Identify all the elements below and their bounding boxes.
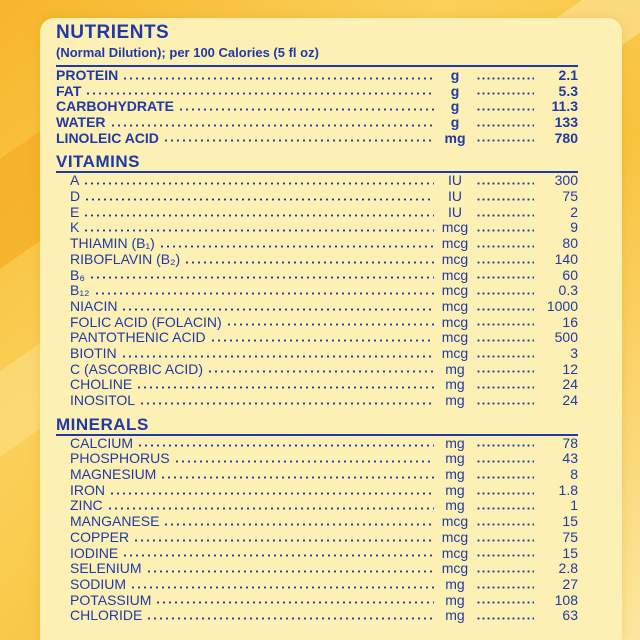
leader-dots bbox=[476, 198, 534, 201]
vitamin-row bbox=[56, 268, 578, 284]
mineral-row bbox=[56, 530, 578, 546]
leader-dots bbox=[210, 339, 434, 342]
nutrient-unit: g bbox=[450, 83, 460, 99]
nutrient-unit: g bbox=[450, 68, 460, 83]
leader-dots bbox=[121, 308, 434, 311]
nutrient-unit: IU bbox=[448, 204, 462, 220]
nutrient-name: B₆ bbox=[70, 267, 85, 283]
vitamin-row bbox=[56, 252, 578, 268]
nutrient-value: 63 bbox=[562, 608, 578, 624]
leader-dots bbox=[136, 386, 434, 389]
nutrient-value: 80 bbox=[562, 236, 578, 252]
nutrient-unit: mcg bbox=[441, 220, 469, 236]
nutrient-value: 75 bbox=[562, 529, 578, 545]
vitamins-list bbox=[56, 173, 578, 408]
nutrient-value: 500 bbox=[554, 330, 578, 346]
nutrient-name: FOLIC ACID (FOLACIN) bbox=[70, 314, 222, 330]
vitamin-row bbox=[56, 362, 578, 378]
nutrient-name: INOSITOL bbox=[70, 393, 136, 409]
leader-dots bbox=[121, 355, 434, 358]
nutrient-name: PHOSPHORUS bbox=[70, 451, 170, 467]
nutrient-name: CHLORIDE bbox=[70, 608, 143, 624]
leader-dots bbox=[476, 339, 534, 342]
leader-dots bbox=[94, 292, 435, 295]
leader-dots bbox=[476, 460, 534, 463]
leader-dots bbox=[476, 554, 534, 557]
nutrient-value: 24 bbox=[562, 377, 578, 393]
nutrient-name: C (ASCORBIC ACID) bbox=[70, 361, 204, 377]
leader-dots bbox=[476, 323, 534, 326]
nutrients-subtitle: (Normal Dilution); per 100 Calories (5 fl oz) bbox=[56, 45, 319, 60]
nutrient-name: COPPER bbox=[70, 529, 130, 545]
nutrient-name: CARBOHYDRATE bbox=[56, 99, 174, 115]
nutrient-unit: mcg bbox=[441, 545, 469, 561]
nutrient-value: 78 bbox=[562, 435, 578, 451]
divider bbox=[56, 65, 578, 67]
nutrient-name: CHOLINE bbox=[70, 377, 133, 393]
nutrient-name: MAGNESIUM bbox=[70, 467, 157, 483]
vitamin-row bbox=[56, 346, 578, 362]
nutrient-name: IODINE bbox=[70, 545, 119, 561]
nutrient-name: FAT bbox=[56, 83, 82, 99]
leader-dots bbox=[476, 292, 534, 295]
nutrient-name: A bbox=[70, 173, 80, 189]
nutrient-unit: mg bbox=[445, 451, 465, 467]
nutrient-name: NIACIN bbox=[70, 298, 118, 314]
leader-dots bbox=[476, 570, 534, 573]
nutrient-value: 140 bbox=[554, 251, 578, 267]
mineral-row bbox=[56, 436, 578, 452]
leader-dots bbox=[133, 539, 434, 542]
nutrient-name: POTASSIUM bbox=[70, 592, 152, 608]
leader-dots bbox=[122, 554, 434, 557]
nutrient-name: THIAMIN (B₁) bbox=[70, 236, 155, 252]
mineral-row bbox=[56, 561, 578, 577]
nutrient-unit: mg bbox=[445, 592, 465, 608]
leader-dots bbox=[476, 586, 534, 589]
leader-dots bbox=[107, 507, 434, 510]
nutrient-unit: mcg bbox=[441, 314, 469, 330]
leader-dots bbox=[476, 444, 534, 447]
mineral-row bbox=[56, 577, 578, 593]
leader-dots bbox=[139, 402, 434, 405]
nutrients-title: NUTRIENTS bbox=[56, 22, 170, 43]
leader-dots bbox=[160, 476, 434, 479]
nutrient-unit: mg bbox=[445, 361, 465, 377]
nutrient-unit: mg bbox=[445, 393, 465, 409]
leader-dots bbox=[155, 601, 434, 604]
nutrient-value: 2 bbox=[570, 204, 578, 220]
nutrient-value: 15 bbox=[562, 545, 578, 561]
leader-dots bbox=[476, 507, 534, 510]
leader-dots bbox=[476, 492, 534, 495]
leader-dots bbox=[476, 402, 534, 405]
mineral-row bbox=[56, 483, 578, 499]
vitamin-row bbox=[56, 189, 578, 205]
nutrient-unit: mg bbox=[445, 576, 465, 592]
nutrient-value: 1.8 bbox=[558, 482, 578, 498]
leader-dots bbox=[476, 601, 534, 604]
nutrient-unit: mg bbox=[445, 377, 465, 393]
vitamin-row bbox=[56, 283, 578, 299]
nutrient-unit: mcg bbox=[441, 236, 469, 252]
nutrient-unit: mg bbox=[445, 467, 465, 483]
mineral-row bbox=[56, 593, 578, 609]
nutrient-unit: mcg bbox=[441, 267, 469, 283]
nutrient-row bbox=[56, 131, 578, 147]
leader-dots bbox=[159, 245, 434, 248]
leader-dots bbox=[476, 124, 534, 127]
mineral-row bbox=[56, 451, 578, 467]
nutrient-unit: mg bbox=[445, 482, 465, 498]
leader-dots bbox=[476, 139, 534, 142]
nutrient-name: E bbox=[70, 204, 80, 220]
nutrient-name: BIOTIN bbox=[70, 346, 117, 361]
nutrient-value: 300 bbox=[554, 173, 578, 189]
vitamin-row bbox=[56, 299, 578, 315]
nutrient-unit: mcg bbox=[441, 330, 469, 346]
vitamin-row bbox=[56, 315, 578, 331]
mineral-row bbox=[56, 546, 578, 562]
nutrient-unit: mcg bbox=[441, 529, 469, 545]
nutrient-name: LINOLEIC ACID bbox=[56, 130, 159, 146]
leader-dots bbox=[178, 108, 434, 111]
nutrient-value: 27 bbox=[562, 576, 578, 592]
leader-dots bbox=[83, 229, 434, 232]
leader-dots bbox=[226, 323, 434, 326]
leader-dots bbox=[122, 77, 434, 80]
nutrient-row bbox=[56, 68, 578, 84]
nutrient-value: 108 bbox=[554, 592, 578, 608]
nutrient-name: PROTEIN bbox=[56, 68, 119, 83]
nutrient-value: 5.3 bbox=[558, 83, 578, 99]
leader-dots bbox=[476, 476, 534, 479]
mineral-row bbox=[56, 467, 578, 483]
nutrient-name: RIBOFLAVIN (B₂) bbox=[70, 251, 181, 267]
nutrient-value: 8 bbox=[570, 467, 578, 483]
leader-dots bbox=[146, 570, 434, 573]
nutrient-row bbox=[56, 115, 578, 131]
nutrient-unit: mcg bbox=[441, 251, 469, 267]
nutrient-name: PANTOTHENIC ACID bbox=[70, 330, 206, 346]
leader-dots bbox=[476, 261, 534, 264]
leader-dots bbox=[146, 617, 434, 620]
nutrient-unit: mcg bbox=[441, 298, 469, 314]
nutrient-unit: IU bbox=[448, 189, 462, 205]
nutrient-unit: g bbox=[450, 99, 460, 115]
nutrients-list bbox=[56, 68, 578, 146]
leader-dots bbox=[476, 108, 534, 111]
mineral-row bbox=[56, 499, 578, 515]
leader-dots bbox=[476, 386, 534, 389]
leader-dots bbox=[110, 124, 434, 127]
leader-dots bbox=[184, 261, 434, 264]
nutrient-value: 0.3 bbox=[558, 283, 578, 299]
nutrient-row bbox=[56, 84, 578, 100]
leader-dots bbox=[207, 370, 434, 373]
leader-dots bbox=[476, 539, 534, 542]
nutrient-value: 12 bbox=[562, 361, 578, 377]
leader-dots bbox=[476, 229, 534, 232]
nutrient-value: 780 bbox=[554, 130, 578, 146]
leader-dots bbox=[83, 214, 434, 217]
nutrient-name: SODIUM bbox=[70, 576, 126, 592]
leader-dots bbox=[476, 308, 534, 311]
nutrient-name: D bbox=[70, 189, 81, 205]
nutrient-name: IRON bbox=[70, 482, 105, 498]
vitamin-row bbox=[56, 221, 578, 237]
nutrient-unit: mg bbox=[445, 498, 465, 514]
vitamin-row bbox=[56, 377, 578, 393]
nutrient-unit: mg bbox=[445, 608, 465, 624]
nutrient-unit: mg bbox=[445, 435, 465, 451]
leader-dots bbox=[163, 139, 434, 142]
leader-dots bbox=[476, 182, 534, 185]
nutrient-unit: mcg bbox=[441, 514, 469, 530]
leader-dots bbox=[130, 586, 434, 589]
vitamin-row bbox=[56, 330, 578, 346]
vitamins-heading: VITAMINS bbox=[56, 152, 578, 173]
leader-dots bbox=[476, 245, 534, 248]
nutrient-value: 16 bbox=[562, 314, 578, 330]
leader-dots bbox=[137, 444, 434, 447]
vitamin-row bbox=[56, 205, 578, 221]
minerals-heading: MINERALS bbox=[56, 415, 578, 436]
leader-dots bbox=[476, 617, 534, 620]
nutrient-value: 1000 bbox=[546, 298, 578, 314]
nutrient-name: SELENIUM bbox=[70, 561, 142, 577]
nutrient-unit: mcg bbox=[441, 561, 469, 577]
nutrient-value: 3 bbox=[570, 346, 578, 361]
nutrient-value: 2.8 bbox=[558, 561, 578, 577]
leader-dots bbox=[109, 492, 434, 495]
leader-dots bbox=[476, 77, 534, 80]
nutrient-unit: mg bbox=[444, 130, 466, 146]
nutrient-name: K bbox=[70, 220, 80, 236]
leader-dots bbox=[476, 214, 534, 217]
mineral-row bbox=[56, 608, 578, 624]
leader-dots bbox=[476, 370, 534, 373]
minerals-list bbox=[56, 436, 578, 624]
leader-dots bbox=[476, 355, 534, 358]
nutrition-table bbox=[56, 22, 578, 630]
nutrient-value: 9 bbox=[570, 220, 578, 236]
nutrient-value: 75 bbox=[562, 189, 578, 205]
nutrient-unit: IU bbox=[448, 173, 462, 189]
leader-dots bbox=[85, 92, 434, 95]
leader-dots bbox=[476, 92, 534, 95]
leader-dots bbox=[476, 523, 534, 526]
leader-dots bbox=[89, 276, 434, 279]
leader-dots bbox=[163, 523, 434, 526]
nutrient-value: 2.1 bbox=[558, 68, 578, 83]
nutrient-value: 1 bbox=[570, 498, 578, 514]
leader-dots bbox=[476, 276, 534, 279]
leader-dots bbox=[174, 460, 434, 463]
vitamin-row bbox=[56, 236, 578, 252]
mineral-row bbox=[56, 514, 578, 530]
nutrient-value: 133 bbox=[554, 115, 578, 131]
nutrient-value: 15 bbox=[562, 514, 578, 530]
nutrient-value: 11.3 bbox=[551, 99, 578, 115]
nutrient-unit: mcg bbox=[441, 283, 469, 299]
nutrient-name: CALCIUM bbox=[70, 435, 134, 451]
nutrient-value: 24 bbox=[562, 393, 578, 409]
nutrient-value: 43 bbox=[562, 451, 578, 467]
nutrient-name: B₁₂ bbox=[70, 283, 90, 299]
leader-dots bbox=[83, 182, 434, 185]
nutrient-unit: g bbox=[450, 115, 460, 131]
vitamin-row bbox=[56, 393, 578, 409]
nutrient-unit: mcg bbox=[441, 346, 469, 361]
leader-dots bbox=[84, 198, 434, 201]
nutrient-value: 60 bbox=[562, 267, 578, 283]
nutrient-name: ZINC bbox=[70, 498, 103, 514]
nutrient-name: WATER bbox=[56, 115, 106, 131]
nutrient-name: MANGANESE bbox=[70, 514, 160, 530]
nutrient-row bbox=[56, 99, 578, 115]
vitamin-row bbox=[56, 173, 578, 189]
